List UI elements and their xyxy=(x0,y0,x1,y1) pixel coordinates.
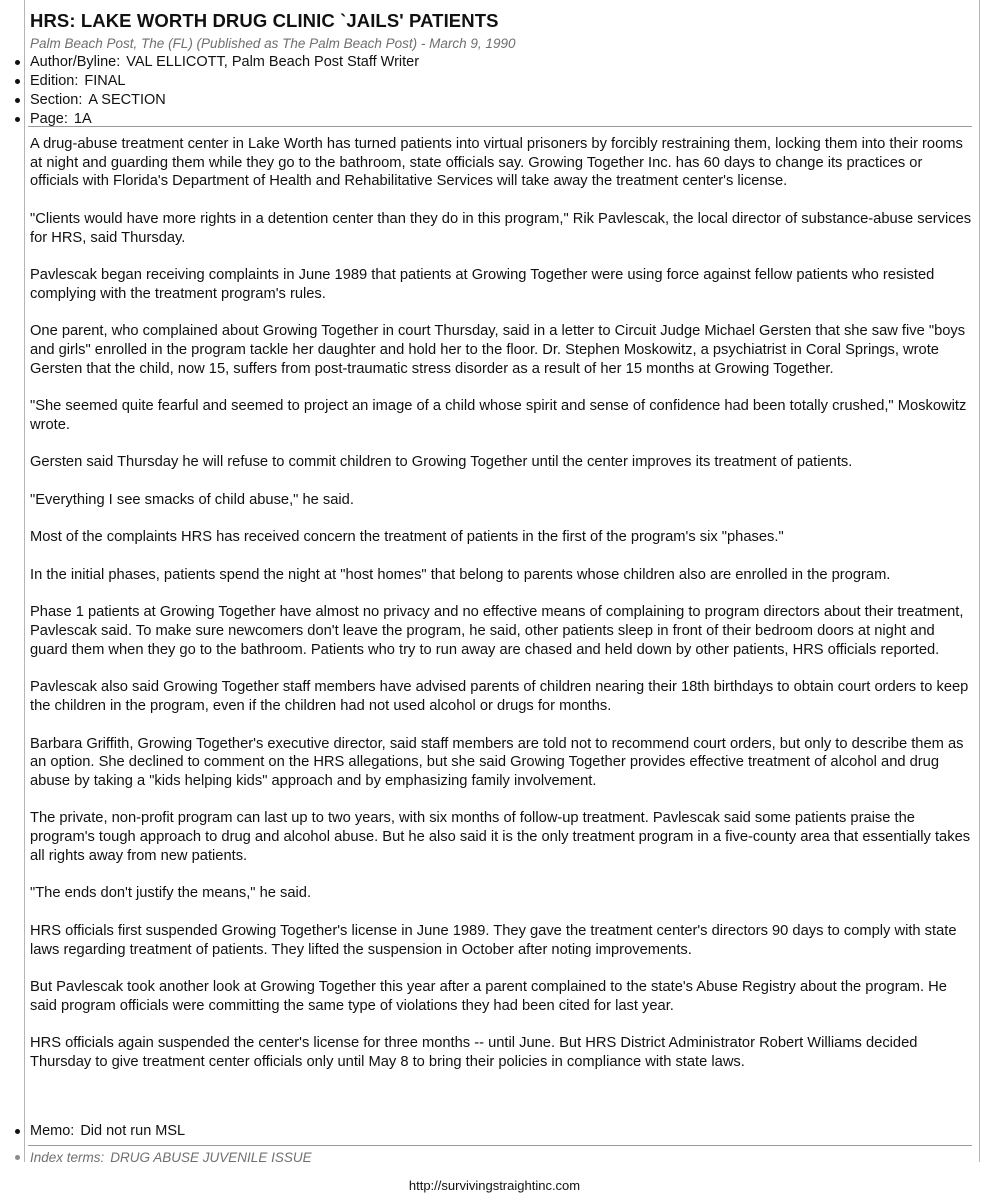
meta-label: Edition: xyxy=(30,73,79,89)
article-paragraph: Gersten said Thursday he will refuse to commit children to Growing Together until the center improves its treatment of patients. xyxy=(30,454,853,471)
meta-edition xyxy=(0,72,419,91)
article-paragraph: Most of the complaints HRS has received concern the treatment of patients in the first of the program's six "phases." xyxy=(30,529,784,546)
meta-author xyxy=(0,53,419,72)
meta-label: Author/Byline: xyxy=(30,54,121,70)
article-paragraph: In the initial phases, patients spend the night at "host homes" that belong to parents whose children also are enrolled in the program. xyxy=(30,566,891,583)
bullet-icon xyxy=(15,117,20,122)
bullet-icon xyxy=(15,79,20,84)
article-paragraph: Phase 1 patients at Growing Together have almost no privacy and no effective means of complaining to program directors about their treatment, Pavlescak said. To make sure newcomers don't leave the program, he said, other patients sleep in front of their bedroom doors at night and guard them when they go to the bathroom. Patients who try to run away are chased and held down by other patients, HRS officials reported. xyxy=(30,604,964,658)
memo-value: Did not run MSL xyxy=(80,1123,186,1139)
publication-line: Palm Beach Post, The (FL) (Published as The Palm Beach Post) - March 9, 1990 xyxy=(30,36,516,51)
article-paragraph: One parent, who complained about Growing Together in court Thursday, said in a letter to Circuit Judge Michael Gersten that she saw five "boys and girls" enrolled in the program tackle her daughter and hold her to the floor. Dr. Stephen Moskowitz, a psychiatrist in Coral Springs, wrote Gersten that the child, now 15, suffers from post-traumatic stress disorder as a result of her 15 months at Growing Together. xyxy=(30,323,966,377)
footer-divider xyxy=(28,1145,972,1146)
meta-value: FINAL xyxy=(84,73,126,89)
index-terms-item xyxy=(0,1148,989,1167)
bullet-icon xyxy=(15,1129,20,1134)
article-paragraph: HRS officials again suspended the center's license for three months -- until June. But HRS District Administrator Robert Williams decided Thursday to give treatment center officials only until May 8 to bring their policies in compliance with state laws. xyxy=(30,1035,918,1070)
meta-section xyxy=(0,91,419,110)
meta-value: VAL ELLICOTT, Palm Beach Post Staff Writer xyxy=(126,54,420,70)
article-paragraph: Barbara Griffith, Growing Together's executive director, said staff members are told not to recommend court orders, but only to describe them as an option. She declined to comment on the HRS allegations, but she said Growing Together provides effective treatment of alcohol and drug abuse by taking a "kids helping kids" approach and by emphasizing family involvement. xyxy=(30,735,964,789)
article-paragraph: "The ends don't justify the means," he said. xyxy=(30,885,312,902)
article-paragraph: "She seemed quite fearful and seemed to project an image of a child whose spirit and sense of confidence had been totally crushed," Moskowitz wrote. xyxy=(30,398,967,433)
index-terms-value: DRUG ABUSE JUVENILE ISSUE xyxy=(110,1150,312,1165)
article-paragraph: HRS officials first suspended Growing Together's license in June 1989. They gave the treatment center's directors 90 days to comply with state laws regarding treatment of patients. They lifted the suspension in October after noting improvements. xyxy=(30,922,957,958)
bullet-icon xyxy=(15,60,20,65)
meta-value: A SECTION xyxy=(88,92,166,108)
memo-label: Memo: xyxy=(30,1123,75,1139)
source-url: http://survivingstraightinc.com xyxy=(408,1178,581,1193)
meta-label: Section: xyxy=(30,92,83,108)
article-paragraph: Pavlescak began receiving complaints in June 1989 that patients at Growing Together were using force against fellow patients who resisted complying with the treatment program's rules. xyxy=(30,267,935,302)
meta-label: Page: xyxy=(30,111,68,127)
header-divider xyxy=(28,126,972,127)
article-paragraph: The private, non-profit program can last up to two years, with six months of follow-up treatment. Pavlescak said some patients praise the program's tough approach to drug and alcohol abuse. But he also said it is the only treatment program in a five-county area that essentially takes all rights away from new patients. xyxy=(30,810,971,864)
article-body xyxy=(30,135,972,1090)
memo-item xyxy=(0,1122,989,1141)
bullet-icon xyxy=(15,98,20,103)
article-paragraph: "Clients would have more rights in a detention center than they do in this program," Rik Pavlescak, the local director of substance-abuse services for HRS, said Thursday. xyxy=(30,210,972,246)
meta-value: 1A xyxy=(73,111,92,127)
article-meta-list xyxy=(0,53,419,129)
index-terms-label: Index terms: xyxy=(30,1150,105,1165)
article-paragraph: "Everything I see smacks of child abuse," he said. xyxy=(30,491,354,508)
article-paragraph: A drug-abuse treatment center in Lake Worth has turned patients into virtual prisoners by forcibly restraining them, locking them into their rooms at night and guarding them while they go to the bathroom, state officials say. Growing Together Inc. has 60 days to change its practices or officials with Florida's Department of Health and Rehabilitative Services will take away the treatment center's license. xyxy=(30,136,963,190)
article-paragraph: Pavlescak also said Growing Together staff members have advised parents of children nearing their 18th birthdays to obtain court orders to keep the children in the program, even if the children had not used alcohol or drugs for months. xyxy=(30,679,969,715)
article-paragraph: But Pavlescak took another look at Growing Together this year after a parent complained to the state's Abuse Registry about the program. He said program officials were committing the same type of violations they had been cited for last year. xyxy=(30,979,947,1014)
bullet-icon xyxy=(15,1155,20,1160)
article-title: HRS: LAKE WORTH DRUG CLINIC `JAILS' PATIENTS xyxy=(30,10,499,31)
